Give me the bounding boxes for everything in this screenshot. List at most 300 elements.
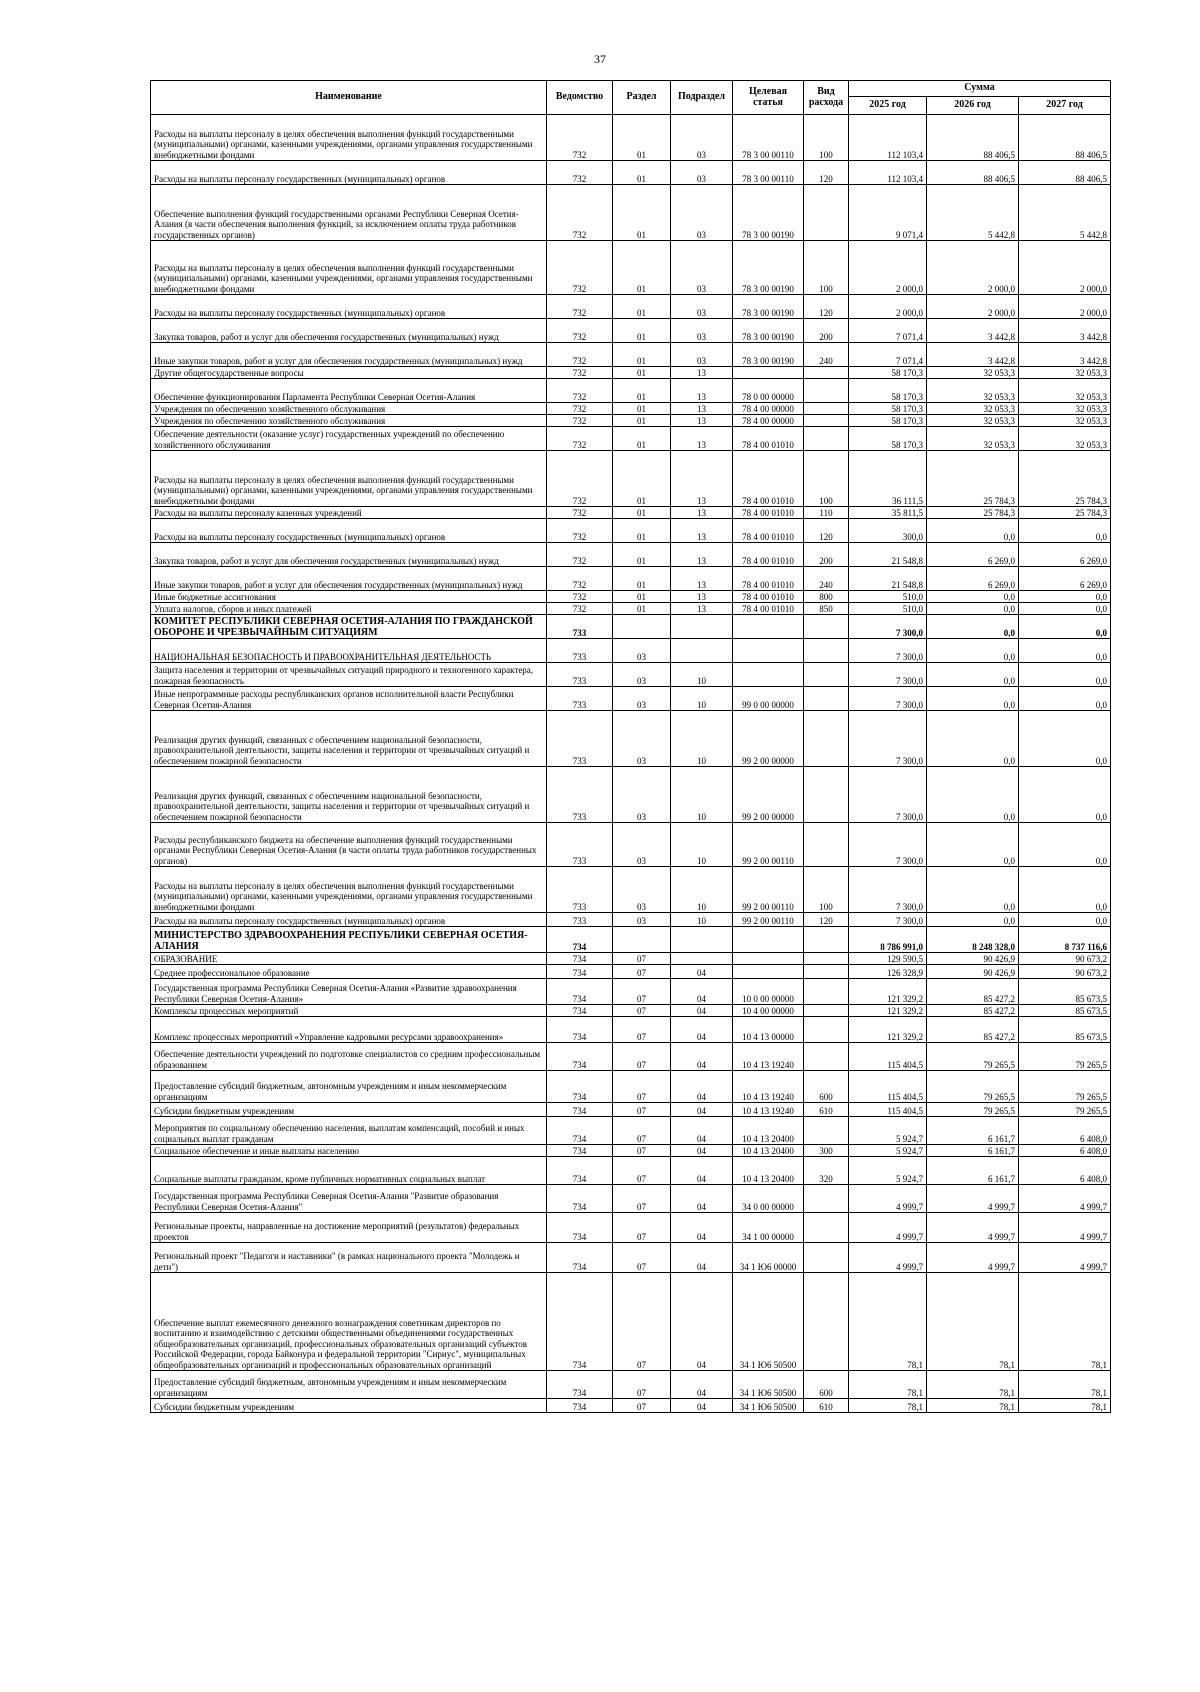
cell-dept: 734	[547, 1071, 613, 1103]
cell-dept: 732	[547, 185, 613, 241]
cell-dept: 733	[547, 615, 613, 639]
cell-article: 78 3 00 00190	[733, 185, 804, 241]
cell-2027: 0,0	[1019, 711, 1111, 767]
cell-dept: 734	[547, 1273, 613, 1371]
cell-section: 01	[613, 403, 671, 415]
table-row	[151, 1103, 1111, 1117]
cell-name: Обеспечение функционирования Парламента Республики Северная Осетия-Алания	[151, 379, 547, 403]
cell-name: Иные закупки товаров, работ и услуг для обеспечения государственных (муниципальных) нужд	[151, 343, 547, 367]
cell-2026: 6 161,7	[927, 1157, 1019, 1185]
cell-expense-type	[804, 403, 849, 415]
cell-2025: 78,1	[849, 1273, 927, 1371]
cell-expense-type: 200	[804, 319, 849, 343]
cell-2025: 7 300,0	[849, 639, 927, 663]
cell-2026: 0,0	[927, 687, 1019, 711]
cell-expense-type	[804, 979, 849, 1005]
cell-expense-type: 100	[804, 451, 849, 507]
cell-dept: 732	[547, 543, 613, 567]
cell-subsection: 04	[671, 965, 733, 979]
cell-section: 01	[613, 319, 671, 343]
cell-2026: 4 999,7	[927, 1213, 1019, 1243]
cell-dept: 733	[547, 913, 613, 927]
cell-dept: 733	[547, 711, 613, 767]
cell-subsection: 13	[671, 507, 733, 519]
cell-2025: 510,0	[849, 603, 927, 615]
cell-subsection: 13	[671, 367, 733, 379]
cell-expense-type	[804, 823, 849, 867]
cell-subsection: 10	[671, 823, 733, 867]
cell-2027: 78,1	[1019, 1371, 1111, 1399]
cell-subsection: 04	[671, 1185, 733, 1213]
cell-expense-type	[804, 965, 849, 979]
cell-dept: 732	[547, 319, 613, 343]
header-dept: Ведомство	[547, 81, 613, 115]
cell-expense-type	[804, 711, 849, 767]
cell-2025: 121 329,2	[849, 1005, 927, 1017]
cell-2027: 79 265,5	[1019, 1103, 1111, 1117]
cell-section: 07	[613, 1103, 671, 1117]
table-row	[151, 543, 1111, 567]
cell-article	[733, 639, 804, 663]
cell-section: 07	[613, 965, 671, 979]
cell-2026: 78,1	[927, 1399, 1019, 1413]
cell-expense-type: 100	[804, 115, 849, 161]
cell-section: 03	[613, 687, 671, 711]
cell-2027: 88 406,5	[1019, 161, 1111, 185]
cell-2025: 121 329,2	[849, 979, 927, 1005]
cell-article: 34 1 00 00000	[733, 1213, 804, 1243]
cell-section	[613, 615, 671, 639]
cell-section: 03	[613, 767, 671, 823]
cell-2027: 78,1	[1019, 1399, 1111, 1413]
cell-article: 99 2 00 00110	[733, 823, 804, 867]
header-name: Наименование	[151, 81, 547, 115]
cell-expense-type	[804, 615, 849, 639]
cell-dept: 732	[547, 507, 613, 519]
cell-2027: 32 053,3	[1019, 403, 1111, 415]
cell-expense-type: 120	[804, 519, 849, 543]
cell-dept: 733	[547, 687, 613, 711]
cell-article: 10 4 13 00000	[733, 1017, 804, 1043]
cell-2026: 32 053,3	[927, 367, 1019, 379]
cell-name: Закупка товаров, работ и услуг для обеспечения государственных (муниципальных) нужд	[151, 319, 547, 343]
table-row	[151, 1185, 1111, 1213]
cell-dept: 733	[547, 663, 613, 687]
cell-2027: 85 673,5	[1019, 979, 1111, 1005]
cell-dept: 734	[547, 1145, 613, 1157]
table-row	[151, 1371, 1111, 1399]
cell-2025: 36 111,5	[849, 451, 927, 507]
table-row	[151, 115, 1111, 161]
cell-2026: 85 427,2	[927, 1005, 1019, 1017]
table-row	[151, 241, 1111, 295]
cell-2025: 2 000,0	[849, 295, 927, 319]
cell-section: 03	[613, 639, 671, 663]
cell-name: Учреждения по обеспечению хозяйственного обслуживания	[151, 403, 547, 415]
cell-2025: 7 300,0	[849, 767, 927, 823]
cell-subsection: 13	[671, 427, 733, 451]
cell-2025: 58 170,3	[849, 427, 927, 451]
cell-2025: 7 300,0	[849, 867, 927, 913]
table-row	[151, 1117, 1111, 1145]
cell-section: 03	[613, 711, 671, 767]
cell-subsection: 04	[671, 1157, 733, 1185]
cell-section: 07	[613, 1157, 671, 1185]
cell-2025: 7 300,0	[849, 913, 927, 927]
cell-name: Предоставление субсидий бюджетным, автономным учреждениям и иным некоммерческим организациям	[151, 1071, 547, 1103]
table-row	[151, 823, 1111, 867]
cell-2027: 6 408,0	[1019, 1157, 1111, 1185]
cell-dept: 732	[547, 591, 613, 603]
cell-2026: 6 161,7	[927, 1145, 1019, 1157]
cell-name: Региональный проект "Педагоги и наставники" (в рамках национального проекта "Молодежь и дети")	[151, 1243, 547, 1273]
cell-2026: 32 053,3	[927, 379, 1019, 403]
cell-article: 10 4 00 00000	[733, 1005, 804, 1017]
table-row	[151, 953, 1111, 965]
cell-name: Комплексы процессных мероприятий	[151, 1005, 547, 1017]
cell-section: 01	[613, 379, 671, 403]
cell-article: 10 4 13 20400	[733, 1157, 804, 1185]
cell-section: 01	[613, 161, 671, 185]
cell-section: 01	[613, 295, 671, 319]
cell-section: 01	[613, 415, 671, 427]
table-row	[151, 913, 1111, 927]
cell-article	[733, 663, 804, 687]
cell-dept: 734	[547, 1017, 613, 1043]
cell-2025: 112 103,4	[849, 115, 927, 161]
cell-dept: 732	[547, 367, 613, 379]
cell-expense-type: 850	[804, 603, 849, 615]
cell-2027: 6 269,0	[1019, 543, 1111, 567]
cell-2026: 5 442,8	[927, 185, 1019, 241]
cell-2027: 25 784,3	[1019, 507, 1111, 519]
cell-subsection: 13	[671, 591, 733, 603]
cell-name: Расходы республиканского бюджета на обеспечение выполнения функций государственными органами Республики Северная Осетия-Алания (в части оплаты труда работников государственных органов)	[151, 823, 547, 867]
cell-section: 07	[613, 1371, 671, 1399]
cell-2027: 0,0	[1019, 663, 1111, 687]
cell-subsection: 13	[671, 519, 733, 543]
cell-article	[733, 927, 804, 953]
cell-section: 07	[613, 1145, 671, 1157]
cell-section: 07	[613, 1185, 671, 1213]
cell-expense-type: 320	[804, 1157, 849, 1185]
cell-expense-type	[804, 367, 849, 379]
cell-section: 01	[613, 451, 671, 507]
cell-2026: 0,0	[927, 639, 1019, 663]
cell-2025: 7 300,0	[849, 615, 927, 639]
table-row	[151, 519, 1111, 543]
table-row	[151, 615, 1111, 639]
cell-name: Реализация других функций, связанных с обеспечением национальной безопасности, правоохранительной деятельности, защиты населения и территории от чрезвычайных ситуаций и обеспечением пожарной безопасности	[151, 767, 547, 823]
cell-subsection: 13	[671, 415, 733, 427]
cell-dept: 734	[547, 1371, 613, 1399]
cell-subsection: 03	[671, 115, 733, 161]
cell-name: Другие общегосударственные вопросы	[151, 367, 547, 379]
cell-dept: 734	[547, 1243, 613, 1273]
cell-name: Расходы на выплаты персоналу государственных (муниципальных) органов	[151, 519, 547, 543]
cell-section	[613, 927, 671, 953]
cell-name: Обеспечение деятельности учреждений по подготовке специалистов со средним профессиональным образованием	[151, 1043, 547, 1071]
cell-subsection: 10	[671, 767, 733, 823]
cell-name: Государственная программа Республики Северная Осетия-Алания «Развитие здравоохранения Республики Северная Осетия-Алания»	[151, 979, 547, 1005]
cell-dept: 733	[547, 639, 613, 663]
cell-name: Иные непрограммные расходы республиканских органов исполнительной власти Республики Северная Осетия-Алания	[151, 687, 547, 711]
table-row	[151, 427, 1111, 451]
cell-2027: 79 265,5	[1019, 1043, 1111, 1071]
cell-article: 99 0 00 00000	[733, 687, 804, 711]
cell-2027: 0,0	[1019, 913, 1111, 927]
cell-2026: 4 999,7	[927, 1185, 1019, 1213]
cell-expense-type	[804, 663, 849, 687]
header-sum: Сумма	[849, 81, 1111, 97]
cell-subsection: 04	[671, 1071, 733, 1103]
cell-expense-type: 600	[804, 1371, 849, 1399]
header-year-2026: 2026 год	[927, 97, 1019, 115]
table-row	[151, 867, 1111, 913]
cell-2026: 2 000,0	[927, 295, 1019, 319]
cell-2025: 4 999,7	[849, 1185, 927, 1213]
table-row	[151, 185, 1111, 241]
cell-section: 01	[613, 543, 671, 567]
cell-dept: 734	[547, 1213, 613, 1243]
cell-2025: 7 300,0	[849, 711, 927, 767]
cell-2026: 90 426,9	[927, 953, 1019, 965]
cell-2025: 7 071,4	[849, 343, 927, 367]
cell-2027: 88 406,5	[1019, 115, 1111, 161]
cell-name: Уплата налогов, сборов и иных платежей	[151, 603, 547, 615]
cell-name: Расходы на выплаты персоналу государственных (муниципальных) органов	[151, 295, 547, 319]
header-subsection: Подраздел	[671, 81, 733, 115]
cell-2025: 21 548,8	[849, 543, 927, 567]
cell-name: НАЦИОНАЛЬНАЯ БЕЗОПАСНОСТЬ И ПРАВООХРАНИТЕЛЬНАЯ ДЕЯТЕЛЬНОСТЬ	[151, 639, 547, 663]
cell-subsection	[671, 639, 733, 663]
cell-section: 01	[613, 567, 671, 591]
cell-expense-type	[804, 185, 849, 241]
cell-name: Расходы на выплаты персоналу государственных (муниципальных) органов	[151, 161, 547, 185]
cell-2025: 58 170,3	[849, 379, 927, 403]
cell-article: 78 4 00 01010	[733, 591, 804, 603]
cell-article: 78 4 00 01010	[733, 507, 804, 519]
cell-2026: 79 265,5	[927, 1103, 1019, 1117]
cell-2026: 6 269,0	[927, 543, 1019, 567]
cell-expense-type: 200	[804, 543, 849, 567]
cell-section: 01	[613, 427, 671, 451]
cell-2027: 3 442,8	[1019, 319, 1111, 343]
cell-name: Социальное обеспечение и иные выплаты населению	[151, 1145, 547, 1157]
cell-2026: 6 269,0	[927, 567, 1019, 591]
cell-2026: 0,0	[927, 823, 1019, 867]
cell-2026: 32 053,3	[927, 403, 1019, 415]
table-row	[151, 965, 1111, 979]
cell-subsection: 04	[671, 1005, 733, 1017]
cell-2027: 2 000,0	[1019, 295, 1111, 319]
cell-expense-type: 100	[804, 241, 849, 295]
cell-2026: 0,0	[927, 591, 1019, 603]
cell-2027: 32 053,3	[1019, 427, 1111, 451]
cell-article	[733, 953, 804, 965]
cell-expense-type	[804, 1117, 849, 1145]
table-row	[151, 507, 1111, 519]
cell-article: 34 1 Ю6 00000	[733, 1243, 804, 1273]
cell-subsection: 03	[671, 241, 733, 295]
cell-subsection: 13	[671, 451, 733, 507]
cell-name: Защита населения и территории от чрезвычайных ситуаций природного и техногенного характера, пожарная безопасность	[151, 663, 547, 687]
cell-dept: 732	[547, 415, 613, 427]
cell-2027: 78,1	[1019, 1273, 1111, 1371]
cell-2027: 3 442,8	[1019, 343, 1111, 367]
table-row	[151, 451, 1111, 507]
cell-dept: 732	[547, 427, 613, 451]
cell-dept: 734	[547, 1399, 613, 1413]
cell-name: Региональные проекты, направленные на достижение мероприятий (результатов) федеральных проектов	[151, 1213, 547, 1243]
cell-article: 78 3 00 00190	[733, 295, 804, 319]
cell-dept: 733	[547, 767, 613, 823]
cell-2026: 3 442,8	[927, 343, 1019, 367]
cell-2027: 32 053,3	[1019, 415, 1111, 427]
cell-dept: 734	[547, 1005, 613, 1017]
cell-2026: 4 999,7	[927, 1243, 1019, 1273]
cell-section: 07	[613, 1071, 671, 1103]
cell-subsection: 03	[671, 185, 733, 241]
cell-2025: 7 300,0	[849, 687, 927, 711]
cell-article: 10 4 13 19240	[733, 1103, 804, 1117]
cell-2027: 6 408,0	[1019, 1117, 1111, 1145]
cell-dept: 732	[547, 379, 613, 403]
cell-2027: 79 265,5	[1019, 1071, 1111, 1103]
cell-2026: 0,0	[927, 603, 1019, 615]
cell-2025: 112 103,4	[849, 161, 927, 185]
cell-2026: 79 265,5	[927, 1043, 1019, 1071]
cell-expense-type: 600	[804, 1071, 849, 1103]
cell-2025: 115 404,5	[849, 1071, 927, 1103]
cell-2025: 126 328,9	[849, 965, 927, 979]
cell-name: Расходы на выплаты персоналу государственных (муниципальных) органов	[151, 913, 547, 927]
cell-name: Обеспечение выполнения функций государственными органами Республики Северная Осетия-Алания (в части обеспечения выполнения функций, за исключением оплаты труда работников государственных органов)	[151, 185, 547, 241]
table-row	[151, 567, 1111, 591]
cell-subsection: 04	[671, 1273, 733, 1371]
cell-2026: 8 248 328,0	[927, 927, 1019, 953]
cell-2025: 7 300,0	[849, 823, 927, 867]
cell-2026: 32 053,3	[927, 427, 1019, 451]
cell-2027: 4 999,7	[1019, 1185, 1111, 1213]
cell-dept: 734	[547, 927, 613, 953]
cell-name: Иные закупки товаров, работ и услуг для обеспечения государственных (муниципальных) нужд	[151, 567, 547, 591]
cell-2026: 2 000,0	[927, 241, 1019, 295]
cell-dept: 732	[547, 451, 613, 507]
cell-2025: 4 999,7	[849, 1243, 927, 1273]
cell-article: 78 4 00 01010	[733, 567, 804, 591]
cell-2027: 0,0	[1019, 615, 1111, 639]
table-row	[151, 295, 1111, 319]
cell-section: 01	[613, 367, 671, 379]
cell-2025: 7 300,0	[849, 663, 927, 687]
table-row	[151, 1071, 1111, 1103]
cell-expense-type	[804, 427, 849, 451]
table-row	[151, 161, 1111, 185]
cell-article: 78 4 00 01010	[733, 451, 804, 507]
cell-dept: 734	[547, 979, 613, 1005]
cell-section: 07	[613, 953, 671, 965]
cell-2026: 0,0	[927, 663, 1019, 687]
cell-article: 10 4 13 20400	[733, 1117, 804, 1145]
cell-expense-type: 240	[804, 567, 849, 591]
cell-name: МИНИСТЕРСТВО ЗДРАВООХРАНЕНИЯ РЕСПУБЛИКИ СЕВЕРНАЯ ОСЕТИЯ-АЛАНИЯ	[151, 927, 547, 953]
header-year-2027: 2027 год	[1019, 97, 1111, 115]
cell-name: Обеспечение выплат ежемесячного денежного вознаграждения советникам директоров по воспитанию и взаимодействию с детскими общественными объединениями государственных общеобразовательных организаций, профессиональных образовательных организаций субъектов Российской Федерации, города Байконура и федеральной территории "Сириус", муниципальных общеобразовательных организаций и профессиональных образовательных организаций	[151, 1273, 547, 1371]
cell-2027: 85 673,5	[1019, 1005, 1111, 1017]
cell-article: 10 0 00 00000	[733, 979, 804, 1005]
cell-dept: 732	[547, 295, 613, 319]
cell-2027: 0,0	[1019, 867, 1111, 913]
cell-2025: 58 170,3	[849, 415, 927, 427]
cell-2025: 121 329,2	[849, 1017, 927, 1043]
cell-section: 01	[613, 343, 671, 367]
cell-2025: 78,1	[849, 1371, 927, 1399]
cell-2025: 129 590,5	[849, 953, 927, 965]
cell-name: Учреждения по обеспечению хозяйственного обслуживания	[151, 415, 547, 427]
cell-article: 10 4 13 19240	[733, 1043, 804, 1071]
cell-expense-type: 610	[804, 1399, 849, 1413]
cell-expense-type	[804, 1017, 849, 1043]
table-row	[151, 663, 1111, 687]
cell-2026: 0,0	[927, 913, 1019, 927]
cell-2027: 32 053,3	[1019, 379, 1111, 403]
cell-dept: 733	[547, 867, 613, 913]
table-row	[151, 979, 1111, 1005]
cell-expense-type: 110	[804, 507, 849, 519]
cell-name: Закупка товаров, работ и услуг для обеспечения государственных (муниципальных) нужд	[151, 543, 547, 567]
cell-article: 99 2 00 00000	[733, 711, 804, 767]
table-row	[151, 379, 1111, 403]
cell-article: 99 2 00 00110	[733, 913, 804, 927]
cell-article	[733, 615, 804, 639]
cell-subsection: 04	[671, 1145, 733, 1157]
cell-name: КОМИТЕТ РЕСПУБЛИКИ СЕВЕРНАЯ ОСЕТИЯ-АЛАНИЯ ПО ГРАЖДАНСКОЙ ОБОРОНЕ И ЧРЕЗВЫЧАЙНЫМ СИТУАЦИЯМ	[151, 615, 547, 639]
page-number: 37	[594, 52, 606, 66]
cell-subsection: 04	[671, 1017, 733, 1043]
cell-2027: 0,0	[1019, 687, 1111, 711]
cell-2026: 0,0	[927, 767, 1019, 823]
cell-dept: 734	[547, 1117, 613, 1145]
cell-section: 01	[613, 241, 671, 295]
cell-2026: 25 784,3	[927, 507, 1019, 519]
cell-section: 07	[613, 1213, 671, 1243]
cell-article: 34 1 Ю6 50500	[733, 1399, 804, 1413]
cell-subsection: 13	[671, 379, 733, 403]
cell-2025: 115 404,5	[849, 1043, 927, 1071]
cell-subsection: 10	[671, 711, 733, 767]
cell-2027: 8 737 116,6	[1019, 927, 1111, 953]
cell-name: Иные бюджетные ассигнования	[151, 591, 547, 603]
table-row	[151, 639, 1111, 663]
table-row	[151, 319, 1111, 343]
cell-2026: 79 265,5	[927, 1071, 1019, 1103]
cell-name: Среднее профессиональное образование	[151, 965, 547, 979]
cell-article: 78 3 00 00190	[733, 343, 804, 367]
cell-subsection: 04	[671, 1117, 733, 1145]
cell-article: 78 4 00 00000	[733, 403, 804, 415]
cell-expense-type	[804, 927, 849, 953]
header-year-2025: 2025 год	[849, 97, 927, 115]
cell-subsection: 13	[671, 403, 733, 415]
cell-2025: 8 786 991,0	[849, 927, 927, 953]
cell-section: 01	[613, 591, 671, 603]
budget-table	[150, 80, 1111, 1413]
cell-dept: 734	[547, 965, 613, 979]
cell-article: 78 4 00 01010	[733, 519, 804, 543]
cell-2027: 0,0	[1019, 767, 1111, 823]
cell-article: 34 1 Ю6 50500	[733, 1371, 804, 1399]
